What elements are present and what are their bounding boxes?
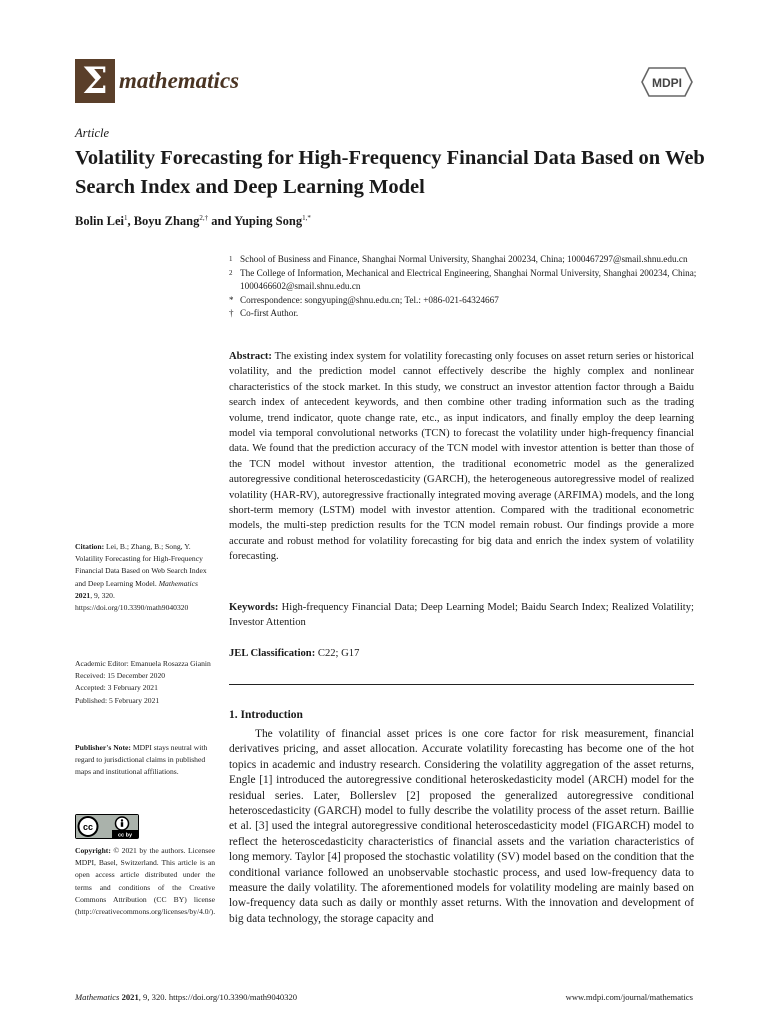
accepted-date: Accepted: 3 February 2021 [75, 683, 158, 693]
correspondence-text: Correspondence: songyuping@shnu.edu.cn; Tel.: +086-021-64324667 [240, 294, 499, 305]
affiliation-mark: † [229, 308, 234, 319]
affiliation-item [229, 253, 699, 267]
citation-label: Citation: [75, 542, 105, 551]
affiliation-text: The College of Information, Mechanical and Electrical Engineering, Shanghai Normal University, Shanghai 200234, China; 1000466602@smail.shnu.edu.cn [240, 267, 697, 292]
cc-by-badge-text: cc by [117, 832, 133, 838]
footer-journal-url[interactable]: www.mdpi.com/journal/mathematics [565, 992, 693, 1002]
author-name: Bolin Lei [75, 214, 124, 229]
affiliation-list [229, 253, 699, 321]
abstract-text: The existing index system for volatility forecasting only focuses on asset return series or historical volatility, and the prediction model cannot effectively describe the highly complex and nonlinear characteristics of the stock market. In this study, we construct an investor attention factor through a Baidu search index of antecedent keywords, and then combine other trading information such as the trading volume, trend indicator, quote change rate, etc., as input indicators, and finally employ the deep learning model via temporal convolutional networks (TCN) to forecast the volatility under high-frequency financial data. We found that the prediction accuracy of the TCN model with investor attention is better than those of the TCN model without investor attention, the traditional econometric model as the generalized autoregressive conditional heteroscedasticity (GARCH), the heterogeneous autoregressive model of realized volatility (HAR-RV), autoregressive fractionally integrated moving average (ARFIMA) models, and the long short-term memory (LSTM) model with investor attention. Compared with the traditional econometric models, the multi-step prediction results for the TCN model remain robust. Our findings provide a more accurate and robust method for volatility forecasting for big data and enrich the index system of volatility forecasting. [229, 351, 694, 563]
section-heading: 1. Introduction [229, 709, 303, 721]
academic-editor: Academic Editor: Emanuela Rosazza Gianin [75, 659, 211, 668]
introduction-text: The volatility of financial asset prices is one core factor for risk measurement, financial derivatives pricing, and asset allocation. Accurate volatility forecasting has become one of the hot topics in academic and industry research. Considering the volatility aggregation of the asset returns, Engle [1] introduced the autoregressive conditional heteroskedasticity model (ARCH) model for the residual series. Later, Bollerslev [2] proposed the generalized autoregressive conditional heteroscedasticity (GARCH) model to fully describe the volatility process of the asset return. Baillie et al. [3] used the integral autoregressive conditional heteroscedasticity model (FIGARCH) model to reflect the heteroscedasticity characteristics of financial assets and the variation characteristics of long memory. Taylor [4] proposed the stochastic volatility (SV) model based on the condition that the conditional variance followed an unobservable stochastic process, and used low-frequency data to measure the daily volatility. The aforementioned models for volatility modeling are mainly based on low-frequency data such as daily or monthly asset returns. With the innovation and development of big data technology, the storage capacity and [229, 728, 694, 925]
author-separator: , [127, 214, 134, 229]
author-affil-mark: 1 [123, 214, 128, 222]
received-date: Received: 15 December 2020 [75, 671, 166, 681]
section-divider [229, 684, 694, 685]
article-type: Article [75, 126, 110, 140]
keywords [229, 600, 694, 631]
abstract [229, 349, 694, 565]
author-name: Boyu Zhang [133, 214, 200, 229]
affiliation-mark: * [229, 294, 234, 305]
citation-journal: Mathematics [158, 578, 198, 588]
author-affil-mark: 2,† [199, 214, 209, 222]
author-affil-mark: 1,* [302, 214, 311, 222]
jel-classification [229, 648, 359, 659]
svg-text:cc: cc [82, 822, 94, 832]
citation-doi[interactable]: , 9, 320. https://doi.org/10.3390/math9040320 [75, 590, 189, 613]
cc-by-license-badge[interactable] [75, 814, 139, 839]
keywords-text: High-frequency Financial Data; Deep Learning Model; Baidu Search Index; Realized Volatility; Investor Attention [229, 602, 694, 629]
footer-journal: Mathematics [75, 992, 120, 1002]
publication-dates [75, 658, 215, 707]
affiliation-item [229, 307, 699, 321]
journal-name: mathematics [119, 68, 240, 93]
citation-text: Lei, B.; Zhang, B.; Song, Y. Volatility Forecasting for High-Frequency Financial Data Based on Web Search Index and Deep Learning Model. [75, 542, 207, 588]
footer-citation [75, 992, 297, 1002]
abstract-label: Abstract: [229, 351, 272, 362]
affiliation-mark: 1 [229, 255, 233, 263]
citation-year: 2021 [75, 590, 91, 600]
mdpi-logo-text: MDPI [652, 76, 682, 90]
footer-doi[interactable]: , 9, 320. https://doi.org/10.3390/math9040320 [138, 992, 298, 1002]
jel-codes: C22; G17 [317, 648, 360, 659]
journal-logo [75, 59, 115, 103]
publisher-note-text: MDPI stays neutral with regard to jurisdictional claims in published maps and institutional affiliations. [75, 743, 208, 777]
publisher-note [75, 742, 215, 779]
publisher-note-label: Publisher's Note: [75, 743, 131, 752]
published-date: Published: 5 February 2021 [75, 695, 160, 705]
affiliation-mark: 2 [229, 268, 233, 277]
copyright-label: Copyright: [75, 846, 111, 855]
footer-year: 2021 [121, 992, 139, 1002]
author-name: Yuping Song [234, 214, 303, 229]
author-separator: and [208, 214, 235, 229]
citation-block [75, 541, 215, 614]
keywords-label: Keywords: [229, 602, 279, 613]
affiliation-text: School of Business and Finance, Shanghai Normal University, Shanghai 200234, China; 1000467297@smail.shnu.edu.cn [240, 254, 688, 264]
co-first-note: Co-first Author. [240, 308, 299, 319]
sigma-icon: Σ [82, 60, 108, 102]
paper-title: Volatility Forecasting for High-Frequency Financial Data Based on Web Search Index and Deep Learning Model [75, 147, 705, 198]
affiliation-item [229, 294, 699, 308]
copyright-block [75, 845, 215, 918]
copyright-text: © 2021 by the authors. Licensee MDPI, Basel, Switzerland. This article is an open access article distributed under the terms and conditions of the Creative Commons Attribution (CC BY) license (http://creativecommons.org/licenses/by/4.0/). [75, 846, 216, 917]
author-list [75, 214, 311, 229]
jel-label: JEL Classification: [229, 648, 316, 659]
affiliation-item [229, 267, 699, 294]
mdpi-logo [641, 67, 693, 97]
